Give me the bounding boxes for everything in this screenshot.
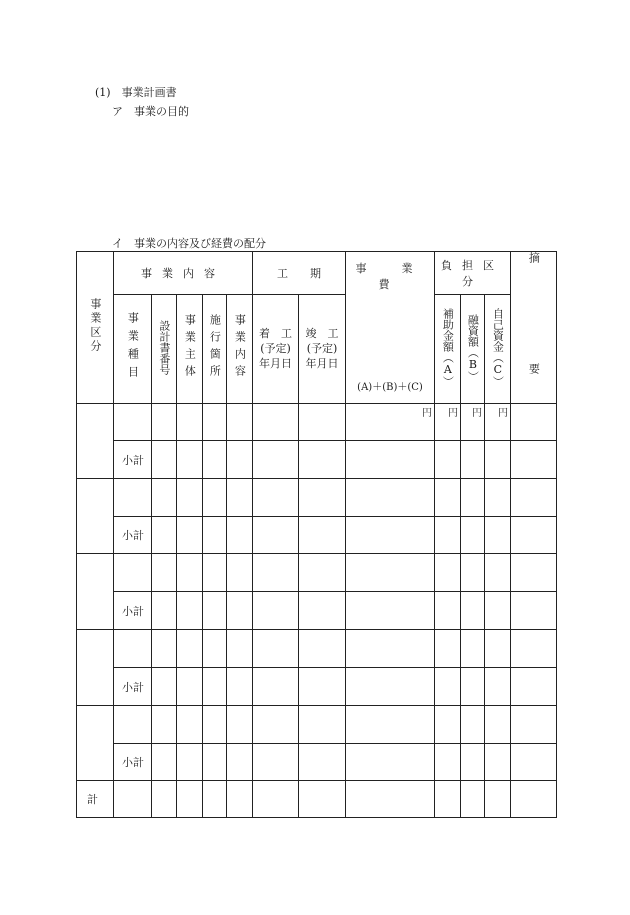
- subsection-content-and-cost: イ 事業の内容及び経費の配分: [112, 237, 266, 250]
- header-type: 事業種目: [114, 295, 152, 404]
- table-row: [77, 706, 557, 744]
- subtotal-row: [77, 441, 557, 479]
- category-cell[interactable]: [77, 706, 114, 781]
- subsection-purpose: ア 事業の目的: [112, 105, 189, 118]
- subtotal-label: 小計: [114, 668, 152, 706]
- project-plan-table: [76, 251, 557, 818]
- header-end-date: 竣 工 (予定) 年月日: [299, 295, 346, 404]
- table-row: [77, 479, 557, 517]
- header-start-date: 着 工 (予定) 年月日: [253, 295, 299, 404]
- header-category: 事業区分: [77, 252, 114, 404]
- header-subsidy: 補助金額（A）: [435, 295, 461, 404]
- unit-yen: 円: [346, 404, 435, 441]
- header-design-no: 設計書番号: [152, 295, 177, 404]
- subtotal-label: 小計: [114, 744, 152, 781]
- header-content: 事業内容: [114, 252, 253, 295]
- table-row: [77, 630, 557, 668]
- category-cell[interactable]: [77, 554, 114, 630]
- total-label: 計: [77, 781, 114, 818]
- subtotal-row: [77, 592, 557, 630]
- table-row: [77, 404, 557, 441]
- header-location: 施行箇所: [203, 295, 227, 404]
- subtotal-row: [77, 744, 557, 781]
- subtotal-row: [77, 517, 557, 554]
- header-cost-formula: (A)＋(B)＋(C): [357, 382, 423, 393]
- unit-yen: 円: [461, 404, 485, 441]
- unit-yen: 円: [485, 404, 511, 441]
- header-cost-title: 事 業 費: [355, 262, 448, 291]
- header-burden: 負担区分: [435, 252, 511, 295]
- header-row-1: [77, 252, 557, 295]
- header-period: 工 期: [253, 252, 346, 295]
- category-cell[interactable]: [77, 630, 114, 706]
- section-title: (1) 事業計画書: [95, 86, 177, 99]
- header-row-2: [77, 295, 557, 404]
- category-cell[interactable]: [77, 479, 114, 554]
- subtotal-label: 小計: [114, 441, 152, 479]
- header-actor: 事業主体: [177, 295, 203, 404]
- header-loan: 融資額（B）: [461, 295, 485, 404]
- subtotal-label: 小計: [114, 592, 152, 630]
- header-own-funds: 自己資金（C）: [485, 295, 511, 404]
- header-remarks: 摘 要: [511, 252, 557, 404]
- total-row: [77, 781, 557, 818]
- subtotal-label: 小計: [114, 517, 152, 554]
- header-detail: 事業内容: [227, 295, 253, 404]
- table-row: [77, 554, 557, 592]
- subtotal-row: [77, 668, 557, 706]
- category-cell[interactable]: [77, 404, 114, 479]
- unit-yen: 円: [435, 404, 461, 441]
